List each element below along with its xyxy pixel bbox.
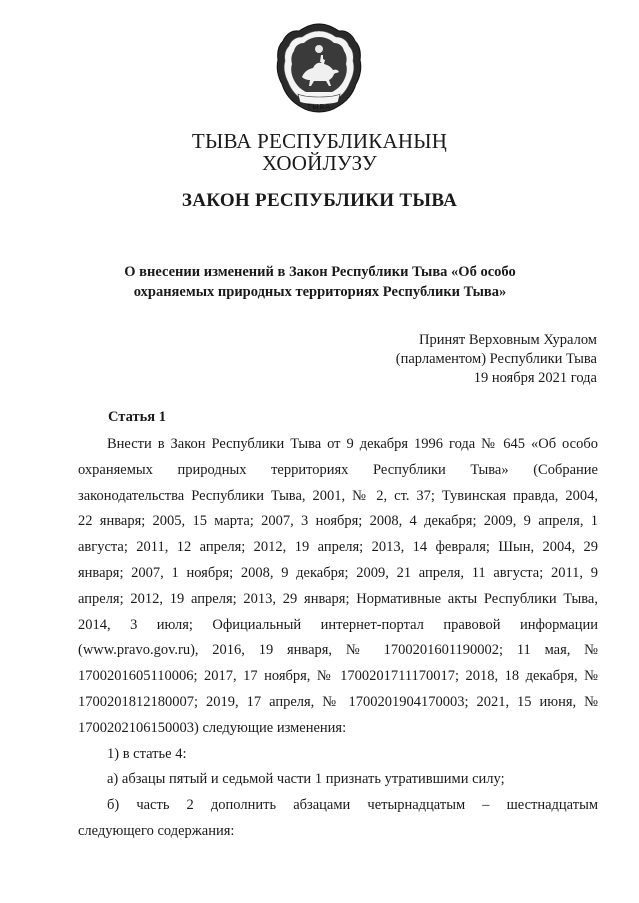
body-line: 2014, 3 июля; Официальный интернет-портал правовой информации <box>78 616 598 633</box>
tuvan-heading <box>100 130 539 174</box>
tuvan-heading-line2: ХООЙЛУЗУ <box>262 151 377 175</box>
body-line: следующего содержания: <box>78 822 235 839</box>
body-line: а) абзацы пятый и седьмой части 1 признать утратившими силу; <box>107 771 505 788</box>
body-line: апреля; 2012, 19 апреля; 2013, 29 января; Нормативные акты Республики Тыва, <box>78 590 598 607</box>
article-heading: Статья 1 <box>108 409 166 425</box>
tuva-emblem-icon <box>276 22 362 114</box>
law-title-line2: охраняемых природных территориях Республики Тыва» <box>133 284 507 300</box>
body-line: охраняемых природных территориях Республики Тыва» (Собрание <box>78 461 598 478</box>
adoption-note <box>396 331 597 388</box>
body-line: законодательства Республики Тыва, 2001, № 2, ст. 37; Тувинская правда, 2004, <box>78 487 598 504</box>
article-body <box>78 432 598 845</box>
adoption-line1: Принят Верховным Хуралом <box>419 332 597 348</box>
adoption-line2: (парламентом) Республики Тыва <box>395 351 597 367</box>
body-line: января; 2007, 1 ноября; 2008, 9 декабря; 2009, 21 апреля, 11 августа; 2011, 9 <box>78 564 598 581</box>
body-line: 1700202106150003) следующие изменения: <box>78 719 347 736</box>
body-line: 1700201812180007; 2019, 17 апреля, № 1700201904170003; 2021, 15 июня, № <box>78 693 598 710</box>
body-line: 22 января; 2005, 15 марта; 2007, 3 ноября; 2008, 4 декабря; 2009, 9 апреля, 1 <box>78 513 598 530</box>
tuvan-heading-line1: ТЫВА РЕСПУБЛИКАНЫҢ <box>191 129 448 153</box>
body-line: 1700201605110006; 2017, 17 ноября, № 1700201711170017; 2018, 18 декабря, № <box>78 668 598 685</box>
body-line: б) часть 2 дополнить абзацами четырнадцатым – шестнадцатым <box>107 797 598 814</box>
body-line: 1) в статье 4: <box>107 745 187 762</box>
law-title-line1: О внесении изменений в Закон Республики Тыва «Об особо <box>124 264 516 280</box>
emblem-label: ТЫВА <box>306 103 332 111</box>
law-title <box>80 262 560 302</box>
adoption-date: 19 ноября 2021 года <box>473 370 597 386</box>
body-line: Внести в Закон Республики Тыва от 9 декабря 1996 года № 645 «Об особо <box>107 436 598 452</box>
law-heading: ЗАКОН РЕСПУБЛИКИ ТЫВА <box>181 190 458 211</box>
emblem <box>276 22 362 114</box>
body-line: (www.pravo.gov.ru), 2016, 19 января, № 1700201601190002; 11 мая, № <box>78 642 598 659</box>
body-line: августа; 2011, 12 апреля; 2012, 19 апреля; 2013, 14 февраля; Шын, 2004, 29 <box>78 539 598 556</box>
